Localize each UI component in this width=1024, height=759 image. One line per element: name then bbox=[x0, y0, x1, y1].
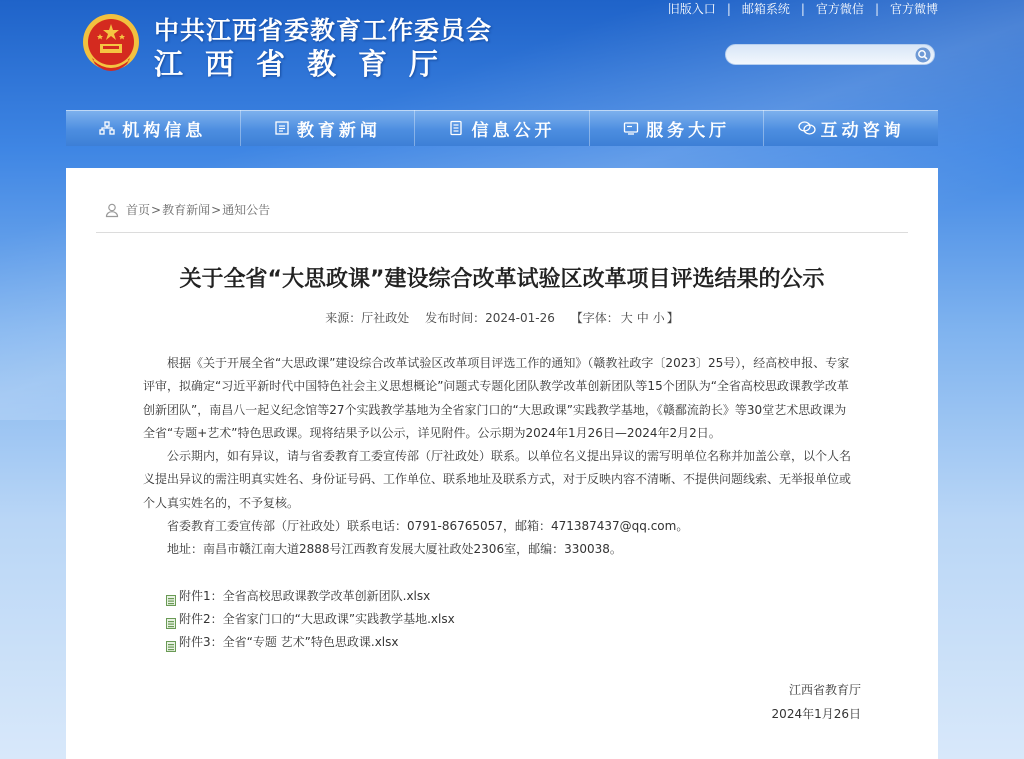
attachment-item bbox=[166, 608, 455, 631]
font-small-button[interactable]: 小 bbox=[652, 311, 665, 325]
search-icon[interactable] bbox=[915, 47, 931, 63]
breadcrumb bbox=[104, 201, 270, 218]
user-location-icon bbox=[104, 202, 120, 218]
article-title: 关于全省“大思政课”建设综合改革试验区改革项目评选结果的公示 bbox=[179, 267, 825, 292]
nav-label: 服务大厅 bbox=[646, 120, 731, 141]
breadcrumb-separator: > bbox=[151, 202, 162, 217]
breadcrumb-notices[interactable]: 通知公告 bbox=[222, 203, 271, 217]
official-wechat-link[interactable]: 官方微信 bbox=[815, 2, 864, 16]
org-icon bbox=[99, 120, 115, 136]
publish-time bbox=[425, 311, 555, 325]
source-value: 厅社政处 bbox=[361, 311, 410, 325]
nav-label: 信息公开 bbox=[471, 120, 556, 141]
body-paragraph: 地址：南昌市赣江南大道2888号江西教育发展大厦社政处2306室，邮编：330038。 bbox=[167, 542, 622, 557]
font-medium-button[interactable]: 中 bbox=[636, 311, 649, 325]
source-info bbox=[325, 311, 409, 325]
attachment-link[interactable]: 附件3：全省“专题 艺术”特色思政课.xlsx bbox=[179, 635, 399, 649]
service-icon bbox=[623, 120, 639, 136]
mail-system-link[interactable]: 邮箱系统 bbox=[741, 2, 790, 16]
top-links bbox=[668, 0, 938, 17]
site-title-committee: 中共江西省委教育工作委员会 bbox=[154, 16, 493, 45]
breadcrumb-education-news[interactable]: 教育新闻 bbox=[162, 203, 211, 217]
attachment-list bbox=[166, 585, 455, 654]
link-separator: | bbox=[874, 1, 879, 16]
nav-label: 机构信息 bbox=[122, 120, 207, 141]
body-paragraph: 根据《关于开展全省“大思政课”建设综合改革试验区改革项目评选工作的通知》（赣教社政字〔2023〕25号），经高校申报、专家评审，拟确定“习近平新时代中国特色社会主义思想概论”问题式专题化团队教学改革创新团队等15个团队为“全省高校思政课教学改革创新团队”，南昌八一起义纪念馆等27个实践教学基地为全省家门口的“大思政课”实践教学基地，《赣鄱流韵长》等30堂艺术思政课为全省“专题+艺术”特色思政课。现将结果予以公示，详见附件。公示期为2024年1月26日—2024年2月2日。 bbox=[143, 356, 850, 440]
attachment-link[interactable]: 附件1：全省高校思政课教学改革创新团队.xlsx bbox=[179, 589, 431, 603]
link-separator: | bbox=[726, 1, 731, 16]
body-paragraph: 省委教育工委宣传部（厅社政处）联系电话：0791-86765057，邮箱：471387437@qq.com。 bbox=[167, 519, 689, 534]
font-close: 】 bbox=[666, 311, 679, 325]
official-weibo-link[interactable]: 官方微博 bbox=[889, 2, 938, 16]
signature bbox=[772, 678, 861, 726]
breadcrumb-separator: > bbox=[211, 202, 222, 217]
nav-education-news[interactable] bbox=[241, 110, 416, 146]
nav-label: 教育新闻 bbox=[296, 120, 381, 141]
excel-file-icon bbox=[166, 591, 176, 602]
font-label: 【字体： bbox=[570, 311, 619, 325]
article-meta bbox=[66, 309, 938, 326]
excel-file-icon bbox=[166, 637, 176, 648]
source-label: 来源： bbox=[325, 311, 362, 325]
font-size-switcher bbox=[571, 311, 679, 325]
divider bbox=[96, 232, 908, 233]
excel-file-icon bbox=[166, 614, 176, 625]
nav-info-disclosure[interactable] bbox=[415, 110, 590, 146]
nav-interactive-consult[interactable] bbox=[764, 110, 938, 146]
attachment-item bbox=[166, 585, 455, 608]
nav-label: 互动咨询 bbox=[820, 120, 905, 141]
time-label: 发布时间： bbox=[425, 311, 486, 325]
attachment-link[interactable]: 附件2：全省家门口的“大思政课”实践教学基地.xlsx bbox=[179, 612, 455, 626]
info-icon bbox=[448, 120, 464, 136]
news-icon bbox=[274, 120, 290, 136]
article-body bbox=[143, 352, 858, 562]
article-panel bbox=[66, 168, 938, 759]
time-value: 2024-01-26 bbox=[485, 311, 555, 325]
nav-org-info[interactable] bbox=[66, 110, 241, 146]
main-nav bbox=[66, 110, 938, 146]
font-large-button[interactable]: 大 bbox=[620, 311, 633, 325]
old-version-link[interactable]: 旧版入口 bbox=[667, 2, 716, 16]
search-input[interactable] bbox=[726, 47, 906, 66]
nav-service-hall[interactable] bbox=[590, 110, 765, 146]
body-paragraph: 公示期内，如有异议，请与省委教育工委宣传部（厅社政处）联系。以单位名义提出异议的需写明单位名称并加盖公章，以个人名义提出异议的需注明真实姓名、身份证号码、工作单位、联系地址及联系方式，对于反映内容不清晰、不提供问题线索、无举报单位或个人真实姓名的，不予复核。 bbox=[143, 449, 852, 510]
breadcrumb-home[interactable]: 首页 bbox=[126, 203, 151, 217]
link-separator: | bbox=[800, 1, 805, 16]
site-title-department: 江西省教育厅 bbox=[154, 47, 461, 81]
signature-org: 江西省教育厅 bbox=[788, 683, 861, 697]
search-box bbox=[725, 44, 935, 65]
chat-icon bbox=[798, 120, 814, 136]
signature-date: 2024年1月26日 bbox=[771, 707, 861, 721]
national-emblem-icon bbox=[80, 12, 142, 78]
attachment-item bbox=[166, 631, 455, 654]
